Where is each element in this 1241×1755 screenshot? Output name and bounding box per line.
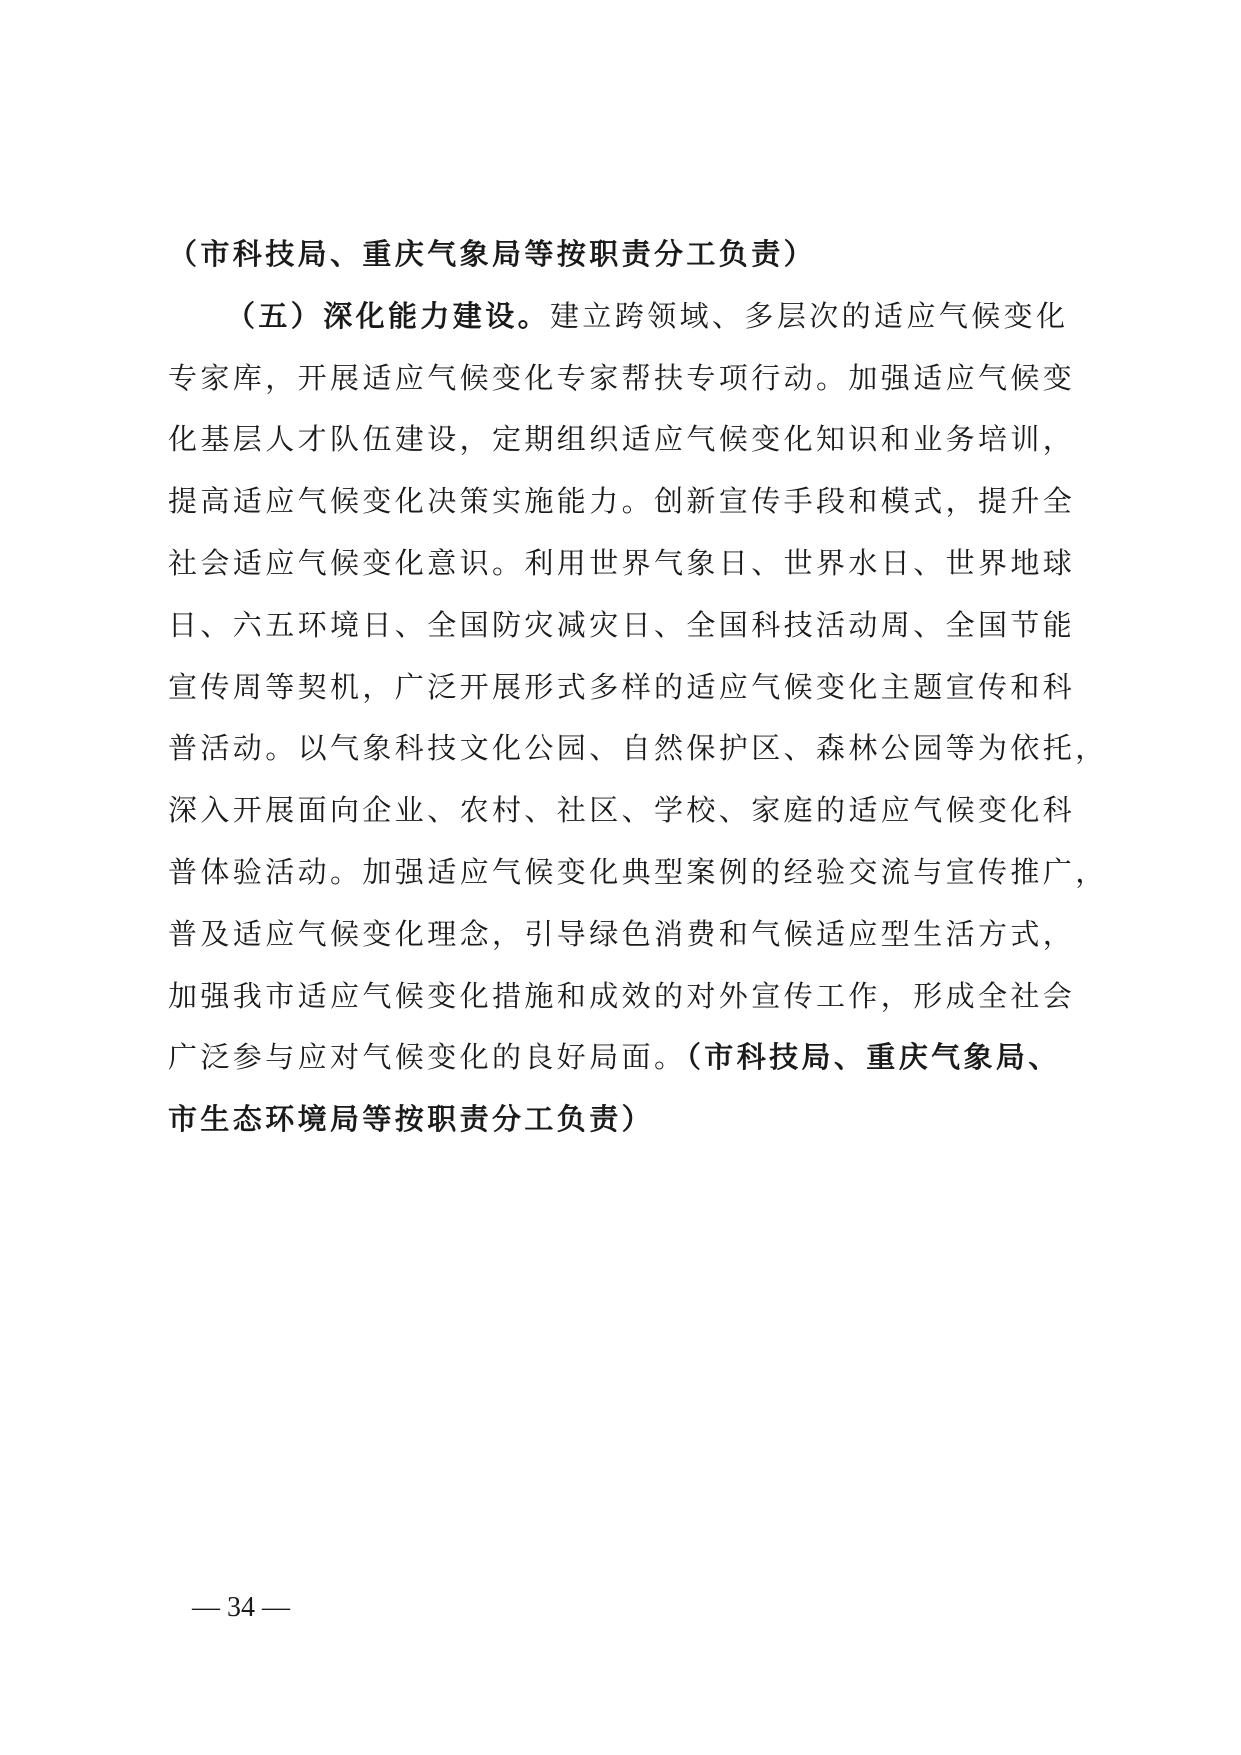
paragraph-line: 专家库，开展适应气候变化专家帮扶专项行动。加强适应气候变	[168, 360, 1076, 395]
section-heading: （五）深化能力建设。	[226, 298, 551, 333]
paragraph-line: 社会适应气候变化意识。利用世界气象日、世界水日、世界地球	[168, 545, 1076, 580]
paragraph-line: 普及适应气候变化理念，引导绿色消费和气候适应型生活方式，	[168, 916, 1076, 951]
paragraph-text: 建立跨领域、多层次的适应气候变化	[550, 298, 1069, 333]
responsibility-note: （市科技局、重庆气象局、	[686, 1040, 1061, 1075]
paragraph-line: 宣传周等契机，广泛开展形式多样的适应气候变化主题宣传和科	[168, 669, 1076, 704]
document-body	[168, 224, 1108, 1151]
paragraph-line: 普活动。以气象科技文化公园、自然保护区、森林公园等为依托，	[168, 731, 1108, 766]
paragraph-line: 加强我市适应气候变化措施和成效的对外宣传工作，形成全社会	[168, 978, 1076, 1013]
paragraph-line	[168, 1027, 1081, 1089]
responsibility-line: （市科技局、重庆气象局等按职责分工负责）	[168, 237, 817, 271]
paragraph-line: 化基层人才队伍建设，定期组织适应气候变化知识和业务培训，	[168, 422, 1076, 457]
paragraph-line: 提高适应气候变化决策实施能力。创新宣传手段和模式，提升全	[168, 484, 1076, 519]
responsibility-line: 市生态环境局等按职责分工负责）	[168, 1102, 655, 1137]
paragraph-line: 日、六五环境日、全国防灾减灾日、全国科技活动周、全国节能	[168, 607, 1076, 642]
paragraph-line: 普体验活动。加强适应气候变化典型案例的经验交流与宣传推广，	[168, 854, 1108, 889]
paragraph-line	[168, 286, 1081, 348]
paragraph-text: 广泛参与应对气候变化的良好局面。	[168, 1040, 687, 1075]
page-number: — 34 —	[192, 1592, 290, 1623]
paragraph-line: 深入开展面向企业、农村、社区、学校、家庭的适应气候变化科	[168, 793, 1076, 828]
